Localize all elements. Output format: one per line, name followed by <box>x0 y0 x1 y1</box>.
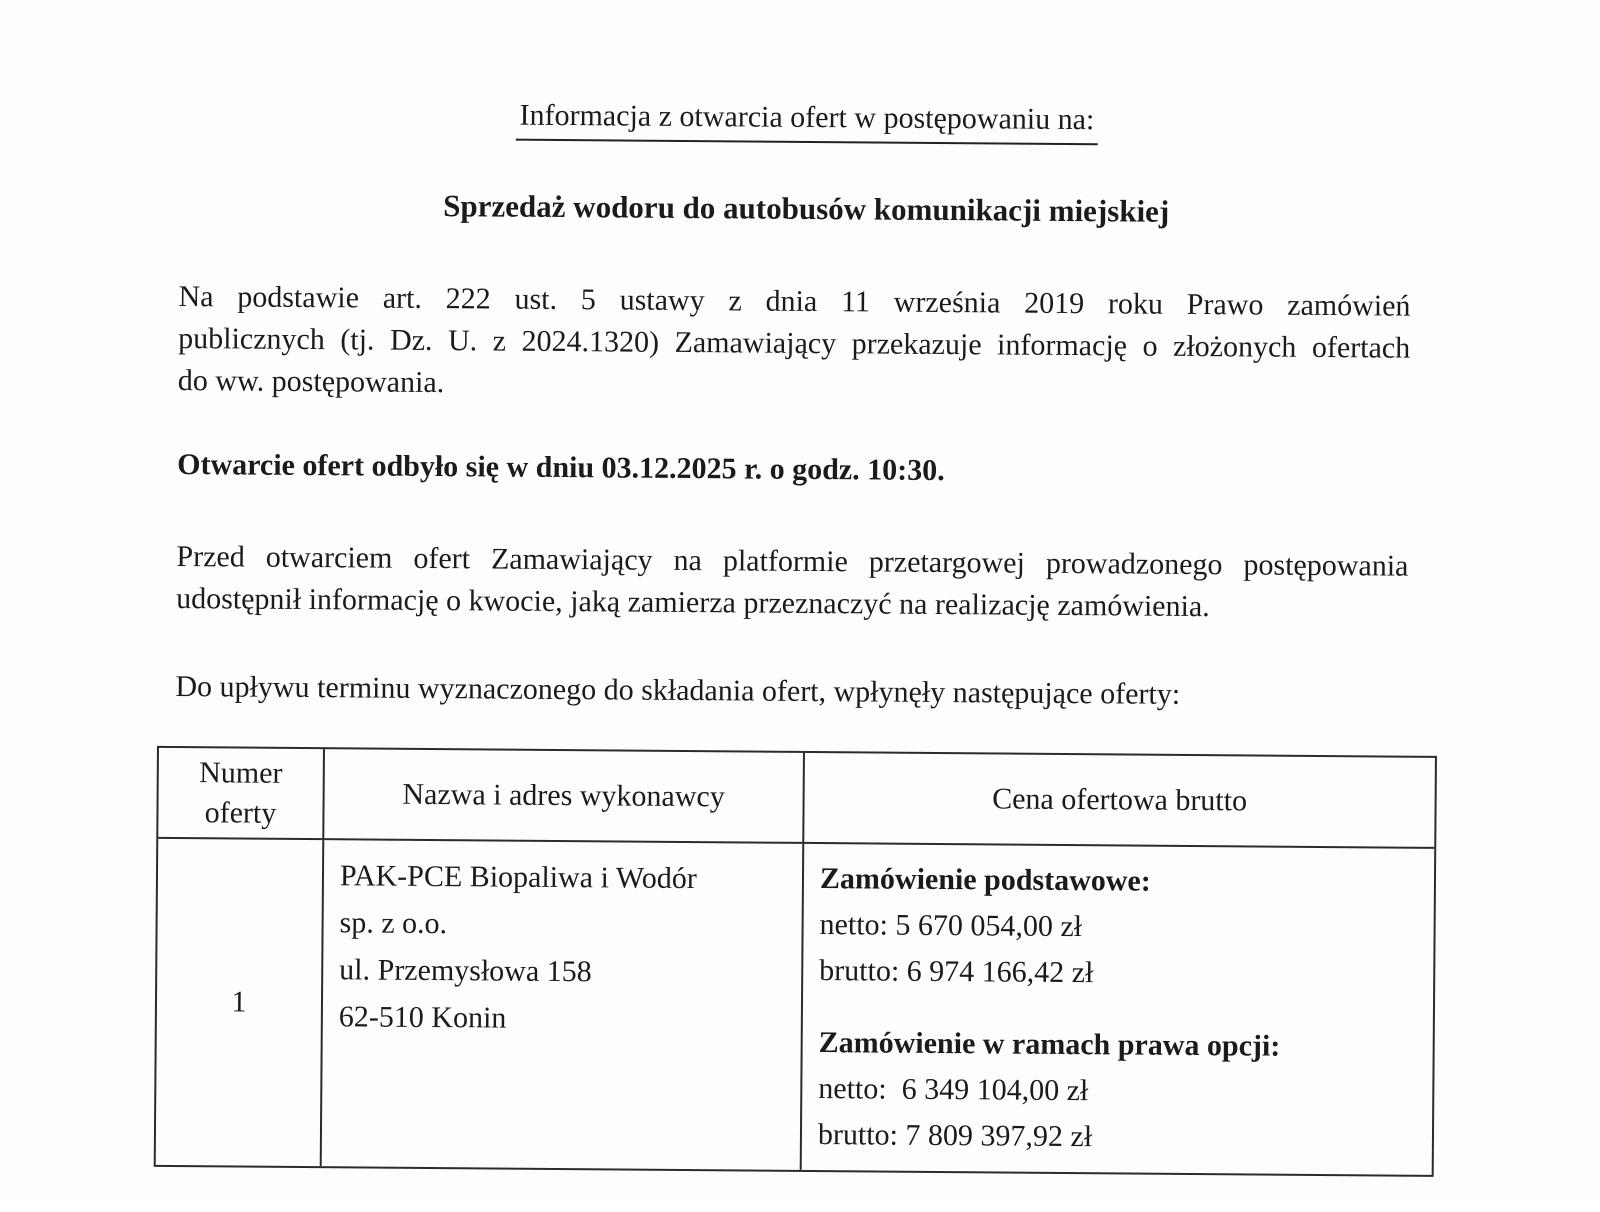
document-subtitle: Sprzedaż wodoru do autobusów komunikacji miejskiej <box>443 188 1170 229</box>
offers-intro-line: Do upływu terminu wyznaczonego do składania ofert, wpłynęły następujące oferty: <box>175 669 1181 711</box>
offers-table-header-contractor: Nazwa i adres wykonawcy <box>324 749 805 844</box>
legal-basis-paragraph <box>178 276 1411 412</box>
contractor-city-line: 62-510 Konin <box>338 1000 507 1035</box>
document-title <box>180 96 1434 148</box>
offers-table-header-number: Numer oferty <box>158 748 325 840</box>
paragraph-line: do ww. postępowania. <box>177 363 445 400</box>
offers-table <box>154 746 1437 1177</box>
budget-info-paragraph <box>176 536 1409 630</box>
option-order-net: netto: 6 349 104,00 zł <box>818 1072 1089 1108</box>
base-order-label: Zamówienie podstawowe: <box>819 862 1151 898</box>
offers-table-header-price: Cena ofertowa brutto <box>804 753 1435 849</box>
paragraph-line: Przed otwarciem ofert Zamawiający na platformie przetargowej prowadzonego postępowania <box>176 539 1409 583</box>
document-title-text: Informacja z otwarcia ofert w postępowaniu na: <box>515 99 1098 146</box>
paragraph-line: udostępnił informację o kwocie, jaką zamierza przeznaczyć na realizację zamówienia. <box>176 581 1210 624</box>
base-order-gross: brutto: 6 974 166,42 zł <box>819 954 1094 990</box>
contractor-name-line: PAK-PCE Biopaliwa i Wodór <box>339 859 697 896</box>
paragraph-line: Na podstawie art. 222 ust. 5 ustawy z dnia 11 września 2019 roku Prawo zamówień <box>178 279 1411 323</box>
contractor-legal-form-line: sp. z o.o. <box>339 906 448 941</box>
offer-row-number: 1 <box>156 839 325 1166</box>
paragraph-line: publicznych (tj. Dz. U. z 2024.1320) Zamawiający przekazuje informację o złożonych ofertach <box>178 321 1411 365</box>
contractor-street-line: ul. Przemysłowa 158 <box>339 953 592 989</box>
opening-datetime-line: Otwarcie ofert odbyło się w dniu 03.12.2025 r. o godz. 10:30. <box>177 447 945 488</box>
offer-row-price <box>802 844 1435 1175</box>
option-order-gross: brutto: 7 809 397,92 zł <box>817 1118 1093 1154</box>
base-order-net: netto: 5 670 054,00 zł <box>819 908 1083 944</box>
option-order-label: Zamówienie w ramach prawa opcji: <box>818 1026 1281 1063</box>
offer-row-contractor <box>322 840 805 1170</box>
